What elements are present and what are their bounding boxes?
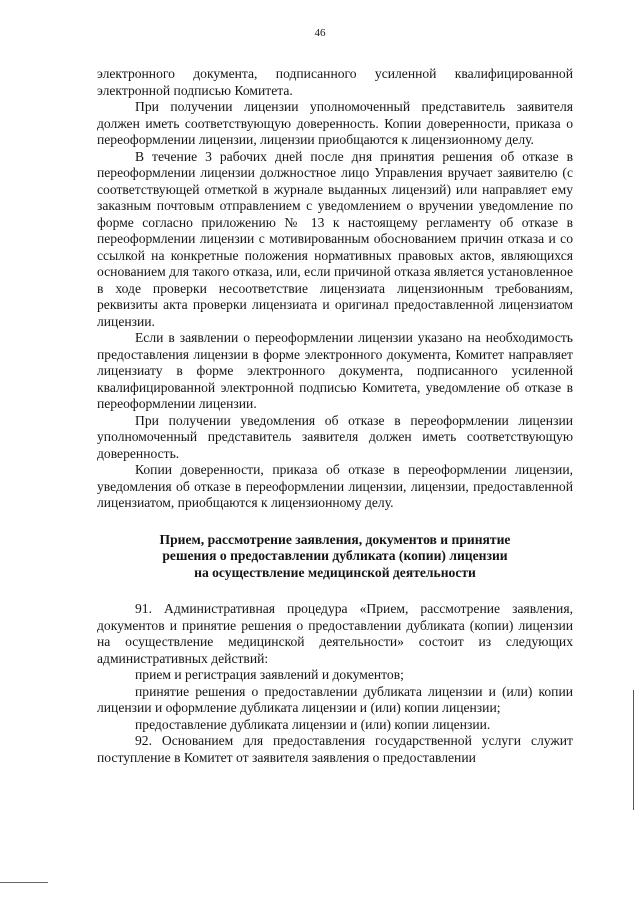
section-heading-line: Прием, рассмотрение заявления, документов и принятие [159, 531, 511, 547]
paragraph: Если в заявлении о переоформлении лицензии указано на необходимость предоставления лицензии в форме электронного документа, Комитет направляет лицензиату в форме электронного документа, подписанного усиленной квалифицированной электронной подписью Комитета, уведомление об отказе в переоформлении лицензии. [97, 330, 573, 411]
document-body [97, 66, 573, 766]
list-item: предоставление дубликата лицензии и (или) копии лицензии. [135, 716, 491, 732]
section-heading-line: на осуществление медицинской деятельности [194, 564, 476, 580]
scan-edge-line [633, 690, 634, 810]
paragraph: электронного документа, подписанного усиленной квалифицированной электронной подписью Комитета. [97, 66, 573, 98]
list-item: прием и регистрация заявлений и документов; [135, 667, 404, 682]
list-item: принятие решения о предоставлении дубликата лицензии и (или) копии лицензии и оформление дубликата лицензии и (или) копии лицензии; [97, 683, 573, 715]
paragraph: При получении лицензии уполномоченный представитель заявителя должен иметь соответствующую доверенность. Копии доверенности, приказа о переоформлении лицензии, лицензии приобщаются к лицензионному делу. [97, 99, 573, 147]
paragraph: 91. Административная процедура «Прием, рассмотрение заявления, документов и принятие решения о предоставлении дубликата (копии) лицензии на осуществление медицинской деятельности» состоит из следующих административных действий: [97, 601, 573, 666]
page-number: 46 [314, 27, 326, 39]
paragraph: Копии доверенности, приказа об отказе в переоформлении лицензии, уведомления об отказе в переоформлении лицензии, лицензии, предоставленной лицензиатом, приобщаются к лицензионному делу. [97, 462, 573, 510]
paragraph: 92. Основанием для предоставления государственной услуги служит поступление в Комитет от заявителя заявления о предоставлении [97, 733, 573, 765]
section-heading-line: решения о предоставлении дубликата (копии) лицензии [162, 548, 508, 563]
paragraph: В течение 3 рабочих дней после дня принятия решения об отказе в переоформлении лицензии должностное лицо Управления вручает заявителю (с соответствующей отметкой в журнале выданных лицензий) или направляет ему заказным почтовым отправлением с уведомлением о вручении уведомление по форме согласно приложению № 13 к настоящему регламенту об отказе в переоформлении лицензии с мотивированным обоснованием причин отказа и со ссылкой на конкретные положения нормативных правовых актов, являющихся основанием для такого отказа, или, если причиной отказа является установленное в ходе проверки несоответствие лицензиата лицензионным требованиям, реквизиты акта проверки лицензиата и оригинал предоставленной лицензиатом лицензии. [97, 148, 573, 329]
paragraph: При получении уведомления об отказе в переоформлении лицензии уполномоченный представитель заявителя должен иметь соответствующую доверенность. [97, 412, 573, 461]
section-heading [97, 532, 573, 582]
scan-footer-line [0, 882, 48, 883]
